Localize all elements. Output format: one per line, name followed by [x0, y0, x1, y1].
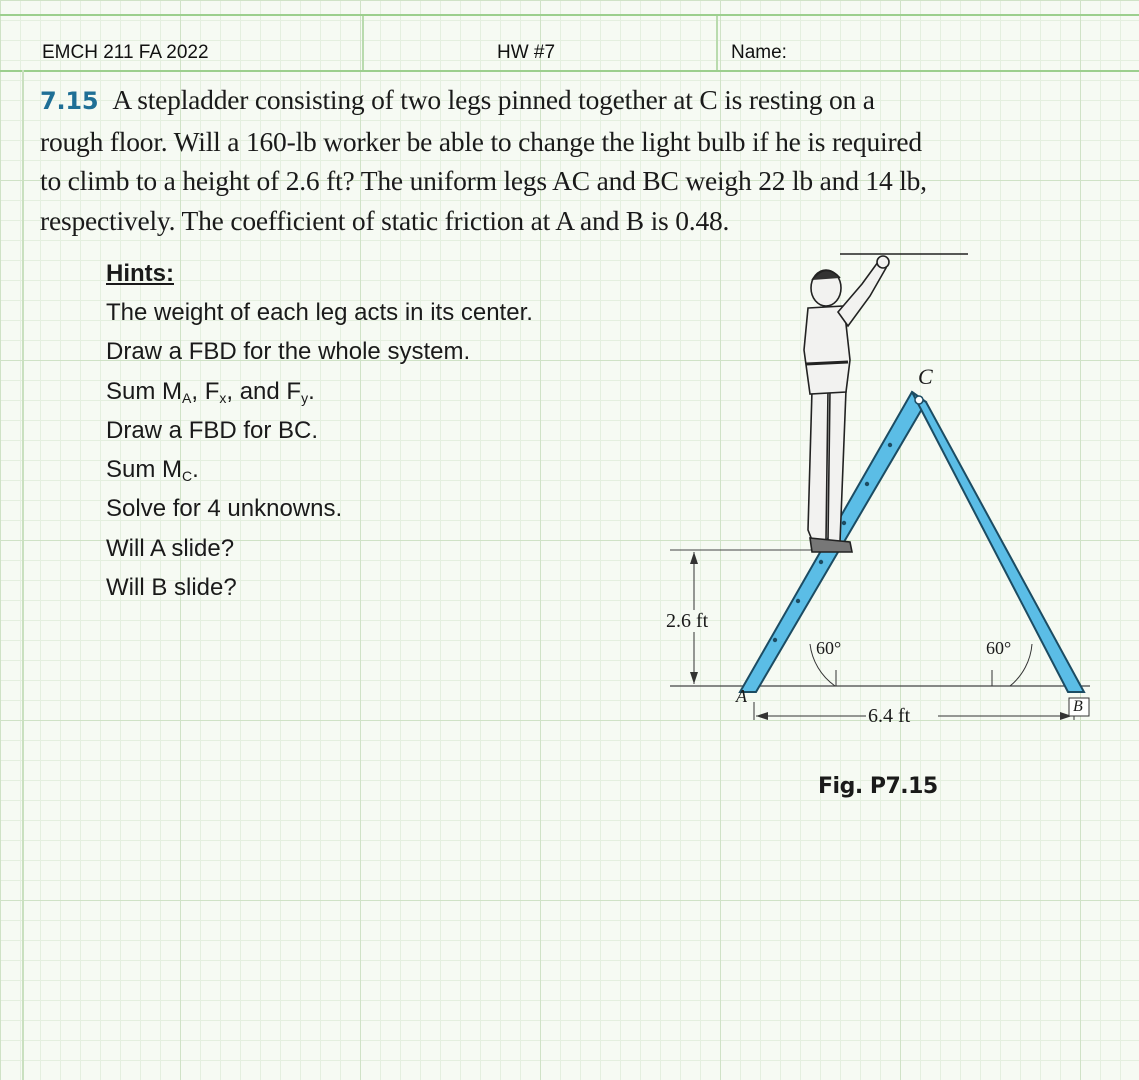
problem-line-2: rough floor. Will a 160-lb worker be able to change the light bulb if he is required: [40, 125, 922, 157]
hint-item: The weight of each leg acts in its center.: [106, 299, 533, 326]
hint-item: Sum $M_C$.: [106, 456, 199, 485]
pin-c: [915, 396, 923, 404]
homework-label: HW #7: [497, 42, 556, 63]
header-divider: [362, 16, 364, 70]
hint-item: Draw a FBD for the whole system.: [106, 338, 471, 366]
ladder-diagram: [640, 240, 1130, 820]
hint-item: Will B slide?: [106, 574, 237, 602]
angle-right-label: 60°: [986, 638, 1012, 658]
course-label: EMCH 211 FA 2022: [42, 42, 209, 63]
hint-item: Will A slide?: [106, 534, 235, 562]
span-dimension: 6.4 ft: [868, 705, 911, 727]
problem-line-1: A stepladder consisting of two legs pinned together at C is resting on a: [112, 84, 875, 115]
label-a: A: [736, 686, 747, 706]
problem-statement: [40, 80, 1120, 240]
label-b: B: [1073, 698, 1083, 715]
hints-title: Hints:: [106, 260, 174, 287]
figure-caption: Fig. P7.15: [818, 774, 938, 799]
problem-line-3: to climb to a height of 2.6 ft? The uniform legs AC and BC weigh 22 lb and 14 lb,: [40, 165, 927, 196]
hints-list: [106, 255, 533, 607]
height-dimension: 2.6 ft: [666, 610, 709, 632]
label-c: C: [918, 364, 933, 389]
ladder-figure: [640, 240, 1130, 820]
problem-line-4: respectively. The coefficient of static friction at A and B is 0.48.: [40, 204, 730, 236]
header-divider: [716, 16, 718, 70]
margin-line: [22, 70, 24, 1080]
angle-arc-right: [1010, 644, 1032, 686]
name-field-label[interactable]: Name:: [731, 42, 787, 63]
page-header: [0, 14, 1139, 72]
angle-left-label: 60°: [816, 638, 842, 658]
hint-item: Draw a FBD for BC.: [106, 416, 319, 444]
hint-item: Solve for 4 unknowns.: [106, 495, 343, 523]
hint-item: Sum $M_A$, $F_x$, and $F_y$.: [106, 377, 315, 406]
problem-number: 7.15: [40, 87, 99, 115]
